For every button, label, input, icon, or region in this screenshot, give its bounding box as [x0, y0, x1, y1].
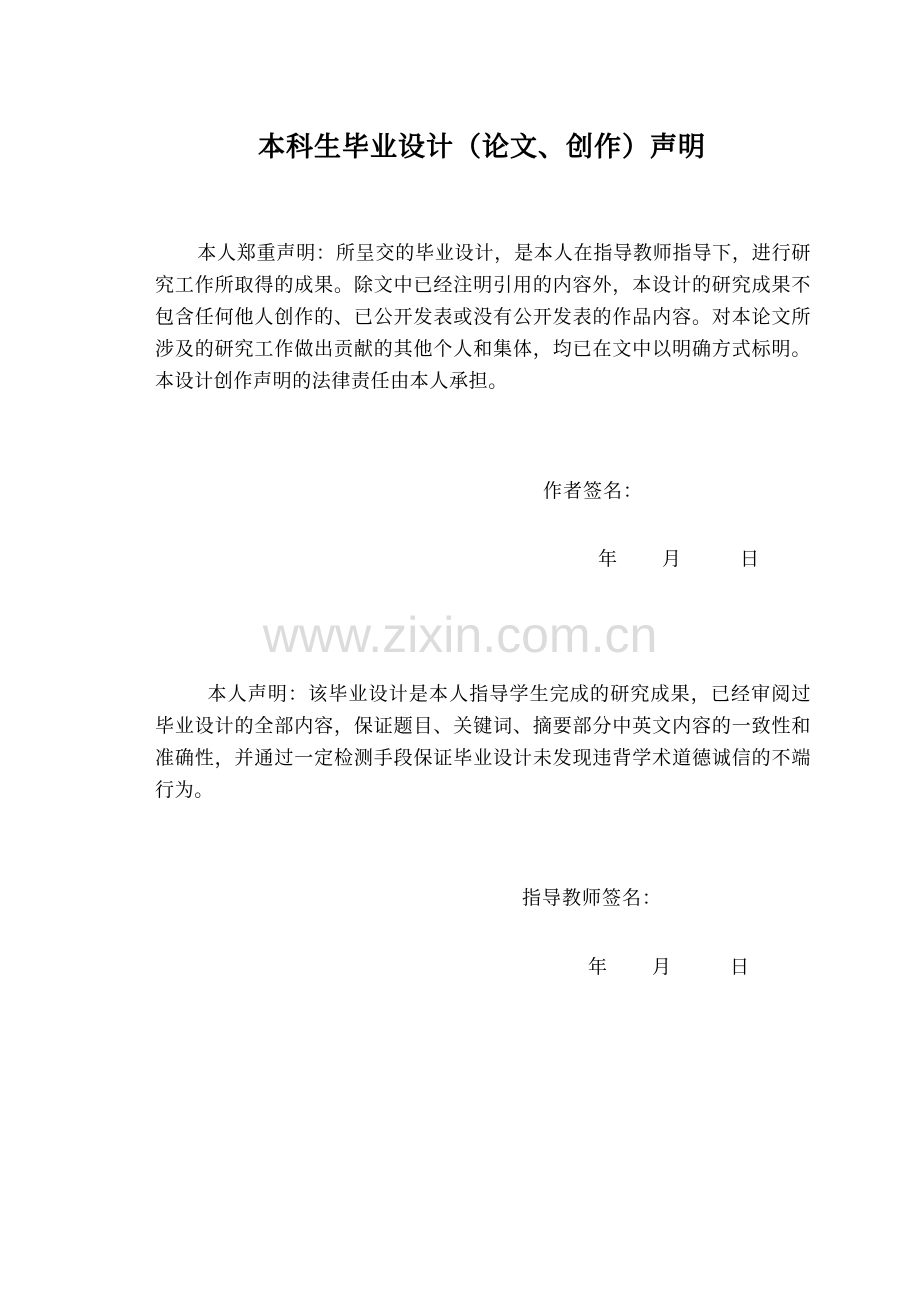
author-signature-label: 作者签名：	[543, 480, 644, 502]
advisor-declaration-paragraph	[155, 678, 811, 806]
author-date-year: 年	[598, 548, 618, 570]
author-date-month: 月	[662, 548, 682, 570]
student-declaration-text: 本人郑重声明：所呈交的毕业设计，是本人在指导教师指导下，进行研究工作所取得的成果。除文中已经注明引用的内容外，本设计的研究成果不包含任何他人创作的、已公开发表或没有公开发表的作品内容。对本论文所涉及的研究工作做出贡献的其他个人和集体，均已在文中以明确方式标明。本设计创作声明的法律责任由本人承担。	[155, 242, 811, 392]
author-date-day: 日	[740, 548, 760, 570]
advisor-declaration-text: 本人声明：该毕业设计是本人指导学生完成的研究成果，已经审阅过毕业设计的全部内容，保证题目、关键词、摘要部分中英文内容的一致性和准确性，并通过一定检测手段保证毕业设计未发现违背学术道德诚信的不端行为。	[155, 683, 811, 801]
advisor-date-month: 月	[652, 956, 672, 978]
advisor-date-day: 日	[730, 956, 750, 978]
watermark: www.zixin.com.cn	[262, 607, 658, 663]
advisor-signature-label: 指导教师签名：	[522, 887, 663, 909]
document-title: 本科生毕业设计（论文、创作）声明	[258, 132, 706, 163]
advisor-date-year: 年	[588, 956, 608, 978]
student-declaration-paragraph	[155, 237, 811, 397]
